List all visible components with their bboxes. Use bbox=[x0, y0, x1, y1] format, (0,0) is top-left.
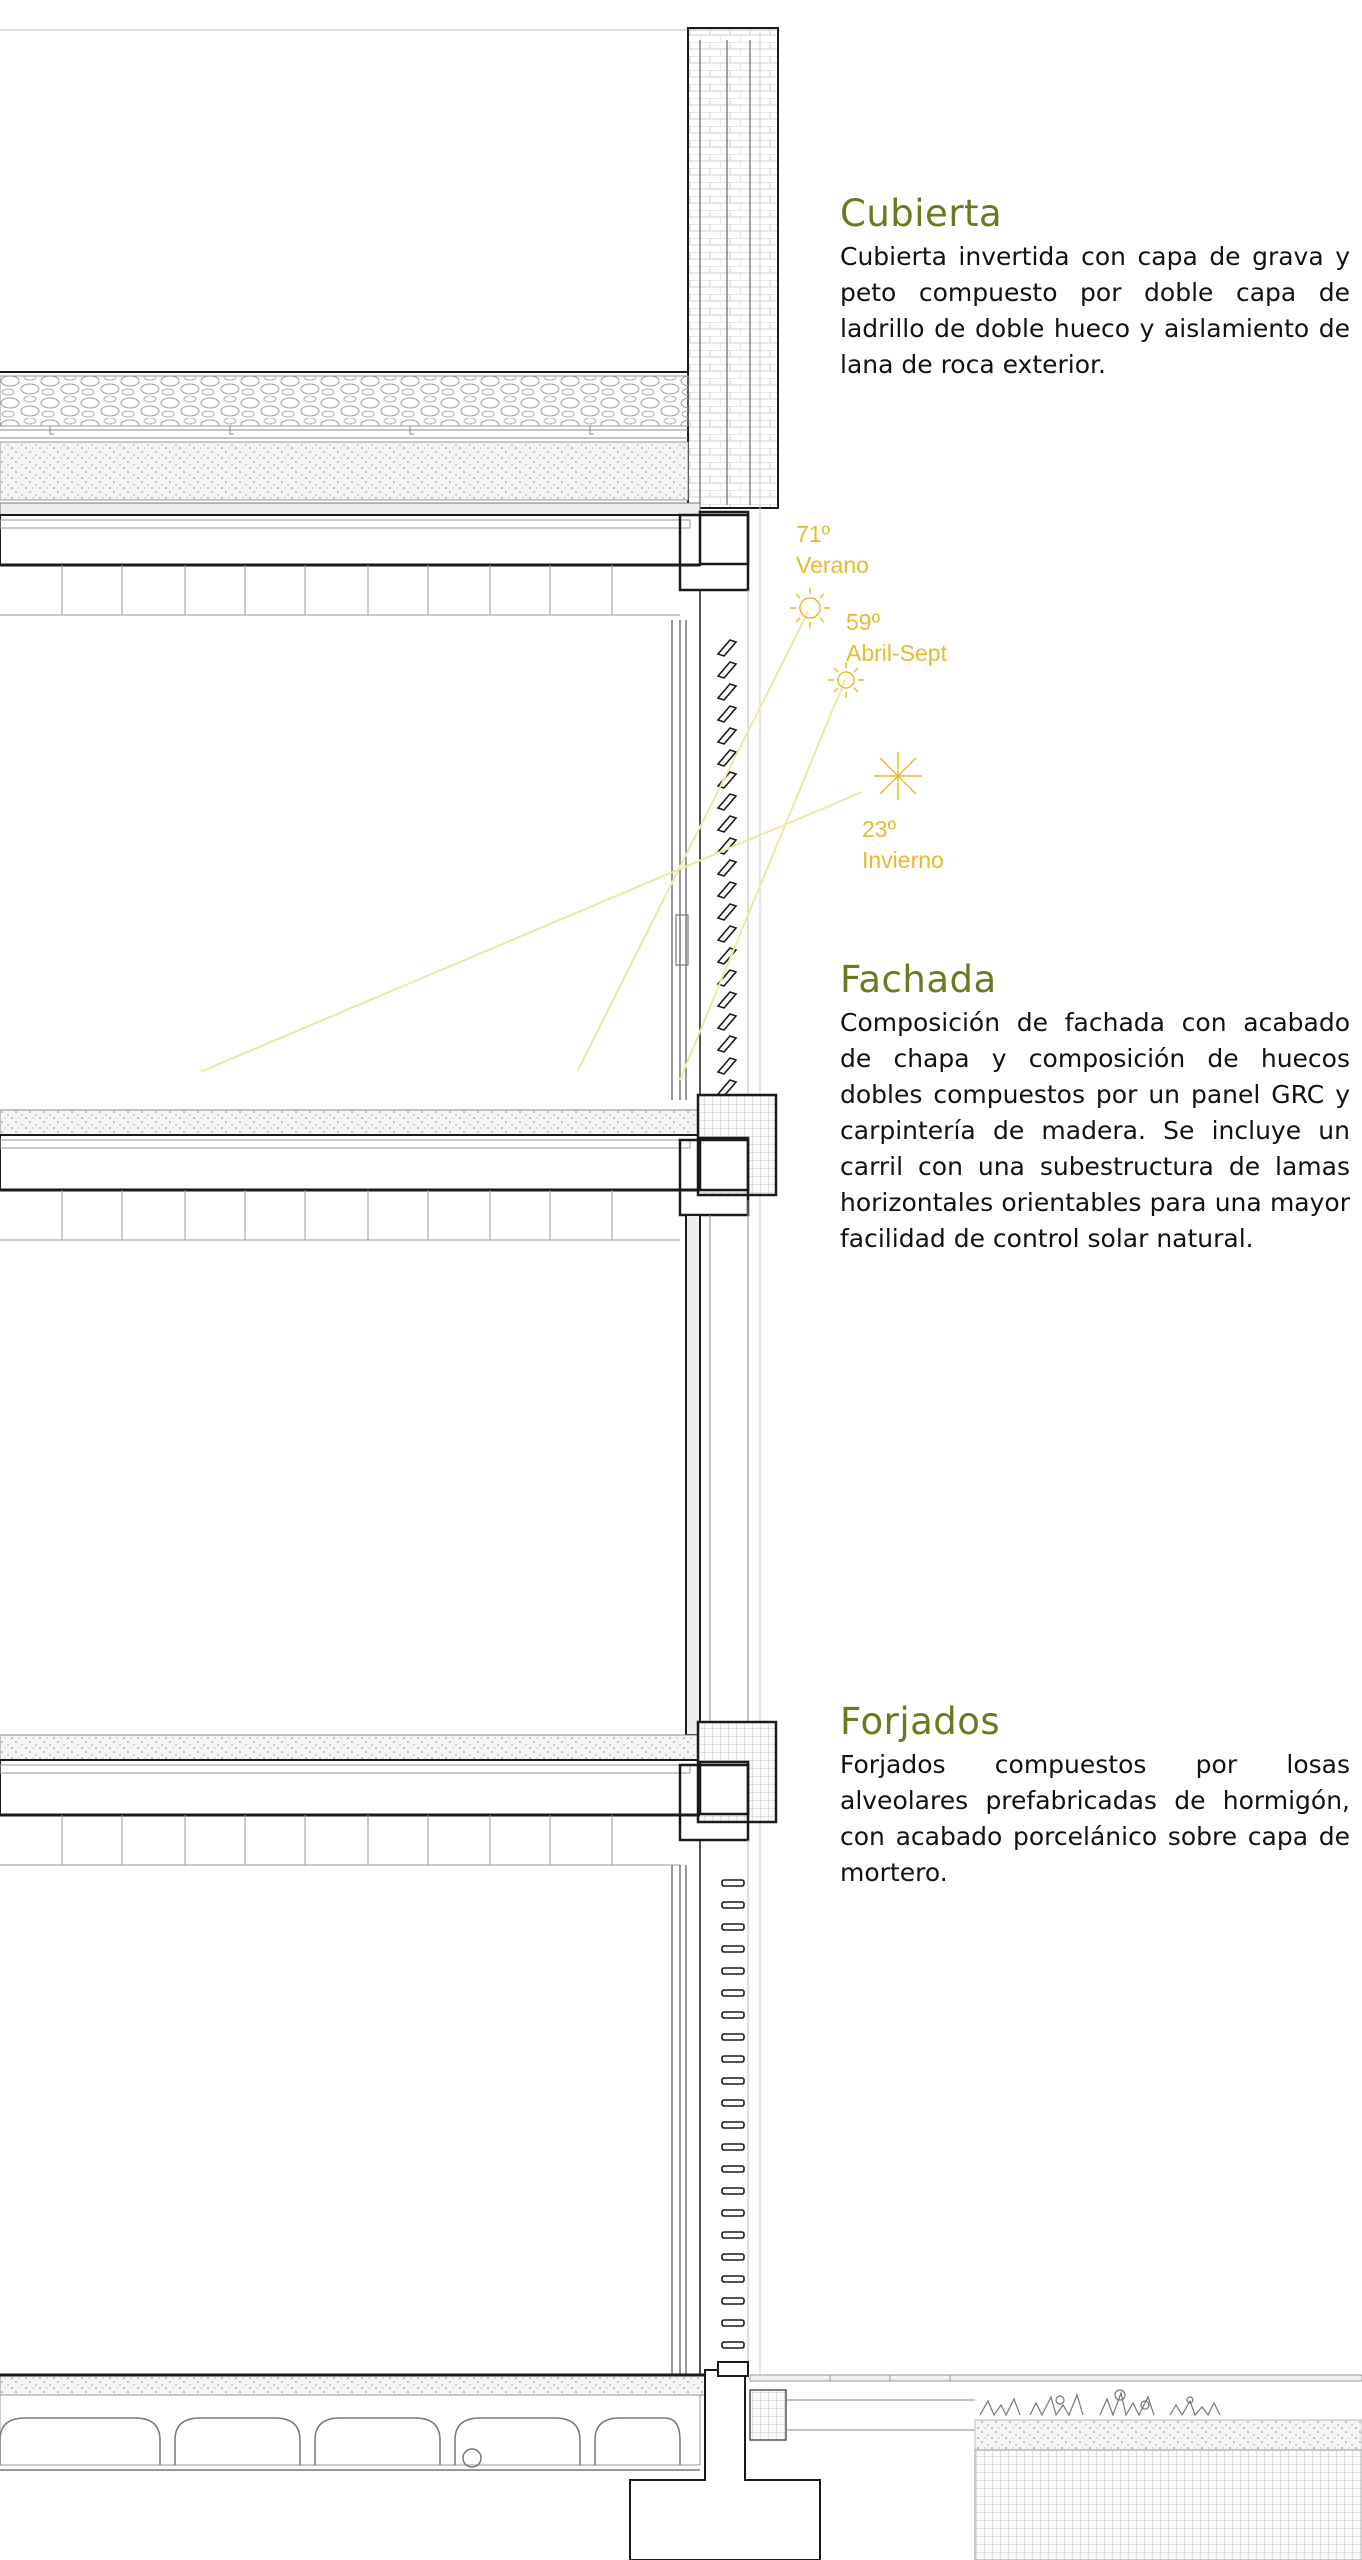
floor-slab-roof bbox=[0, 503, 748, 590]
louvre-slat bbox=[722, 2254, 744, 2260]
note-forjados-text: Forjados compuestos por losas alveolares prefabricadas de hormigón, con acabado porcelánico sobre capa de mortero. bbox=[840, 1750, 1350, 1887]
louvre-slat bbox=[722, 2210, 744, 2216]
sun-angle-abril-sept: 59º bbox=[846, 609, 880, 635]
roof-parapet bbox=[688, 28, 778, 508]
sun-icon-verano bbox=[790, 588, 830, 628]
solar-louvres-lower bbox=[722, 1880, 744, 2370]
louvre-slat bbox=[722, 1946, 744, 1952]
louvre-slat bbox=[722, 2232, 744, 2238]
louvre-slat bbox=[718, 640, 736, 656]
louvre-slat bbox=[722, 2166, 744, 2172]
sun-season-invierno: Invierno bbox=[862, 847, 944, 873]
louvre-slat bbox=[718, 992, 736, 1008]
louvre-slat bbox=[722, 2034, 744, 2040]
note-cubierta bbox=[840, 192, 1350, 383]
louvre-slat bbox=[722, 2144, 744, 2150]
note-cubierta-title: Cubierta bbox=[840, 192, 1003, 235]
louvre-slat bbox=[722, 2100, 744, 2106]
louvre-slat bbox=[722, 2122, 744, 2128]
sun-angle-verano: 71º bbox=[796, 521, 830, 547]
note-forjados-title: Forjados bbox=[840, 1700, 1001, 1743]
floor-slab-2 bbox=[0, 1095, 776, 1215]
louvre-slat bbox=[722, 1880, 744, 1886]
louvre-slat bbox=[722, 2188, 744, 2194]
note-fachada bbox=[840, 958, 1350, 1257]
louvre-slat bbox=[718, 816, 736, 832]
louvre-slat bbox=[722, 2056, 744, 2062]
sun-icon-abril-sept bbox=[828, 662, 864, 698]
louvre-slat bbox=[718, 860, 736, 876]
louvre-slat bbox=[718, 882, 736, 898]
sun-angle-invierno: 23º bbox=[862, 816, 896, 842]
louvre-slat bbox=[718, 662, 736, 678]
roof-insulation-layer bbox=[0, 442, 688, 500]
louvre-slat bbox=[722, 1968, 744, 1974]
note-fachada-title: Fachada bbox=[840, 958, 997, 1001]
louvre-slat bbox=[722, 1924, 744, 1930]
louvre-slat bbox=[722, 2078, 744, 2084]
sun-season-verano: Verano bbox=[796, 552, 869, 578]
louvre-slat bbox=[722, 2012, 744, 2018]
louvre-slat bbox=[718, 904, 736, 920]
exterior-ground bbox=[750, 2375, 1362, 2560]
louvre-slat bbox=[718, 1036, 736, 1052]
facade-cladding-middle bbox=[686, 1200, 748, 1735]
louvre-slat bbox=[722, 1990, 744, 1996]
louvre-slat bbox=[718, 1014, 736, 1030]
louvre-slat bbox=[722, 1902, 744, 1908]
sun-ray-lines bbox=[200, 612, 862, 1080]
louvre-slat bbox=[722, 2320, 744, 2326]
louvre-slat bbox=[722, 2342, 744, 2348]
louvre-slat bbox=[718, 750, 736, 766]
louvre-slat bbox=[718, 706, 736, 722]
louvre-slat bbox=[718, 728, 736, 744]
facade-lower-window bbox=[672, 1840, 748, 2375]
solar-louvres-upper bbox=[718, 640, 736, 1096]
louvre-slat bbox=[718, 794, 736, 810]
louvre-slat bbox=[718, 1080, 736, 1096]
note-forjados bbox=[840, 1700, 1350, 1891]
note-cubierta-text: Cubierta invertida con capa de grava y peto compuesto por doble capa de ladrillo de doble hueco y aislamiento de lana de roca exterior. bbox=[840, 242, 1350, 379]
louvre-slat bbox=[722, 2298, 744, 2304]
ground-slab bbox=[0, 2375, 720, 2465]
sun-season-abril-sept: Abril-Sept bbox=[846, 640, 947, 666]
louvre-slat bbox=[718, 926, 736, 942]
louvre-slat bbox=[718, 684, 736, 700]
roof-gravel-layer bbox=[0, 376, 688, 426]
note-fachada-text: Composición de fachada con acabado de chapa y composición de huecos dobles compuestos por un panel GRC y carpintería de madera. Se incluye un carril con una subestructura de lamas horizontales orientables para una mayor facilidad de control solar natural. bbox=[840, 1008, 1350, 1253]
sun-icon-invierno bbox=[874, 752, 922, 800]
louvre-slat bbox=[722, 2276, 744, 2282]
floor-slab-3 bbox=[0, 1722, 776, 1840]
louvre-slat bbox=[718, 1058, 736, 1074]
